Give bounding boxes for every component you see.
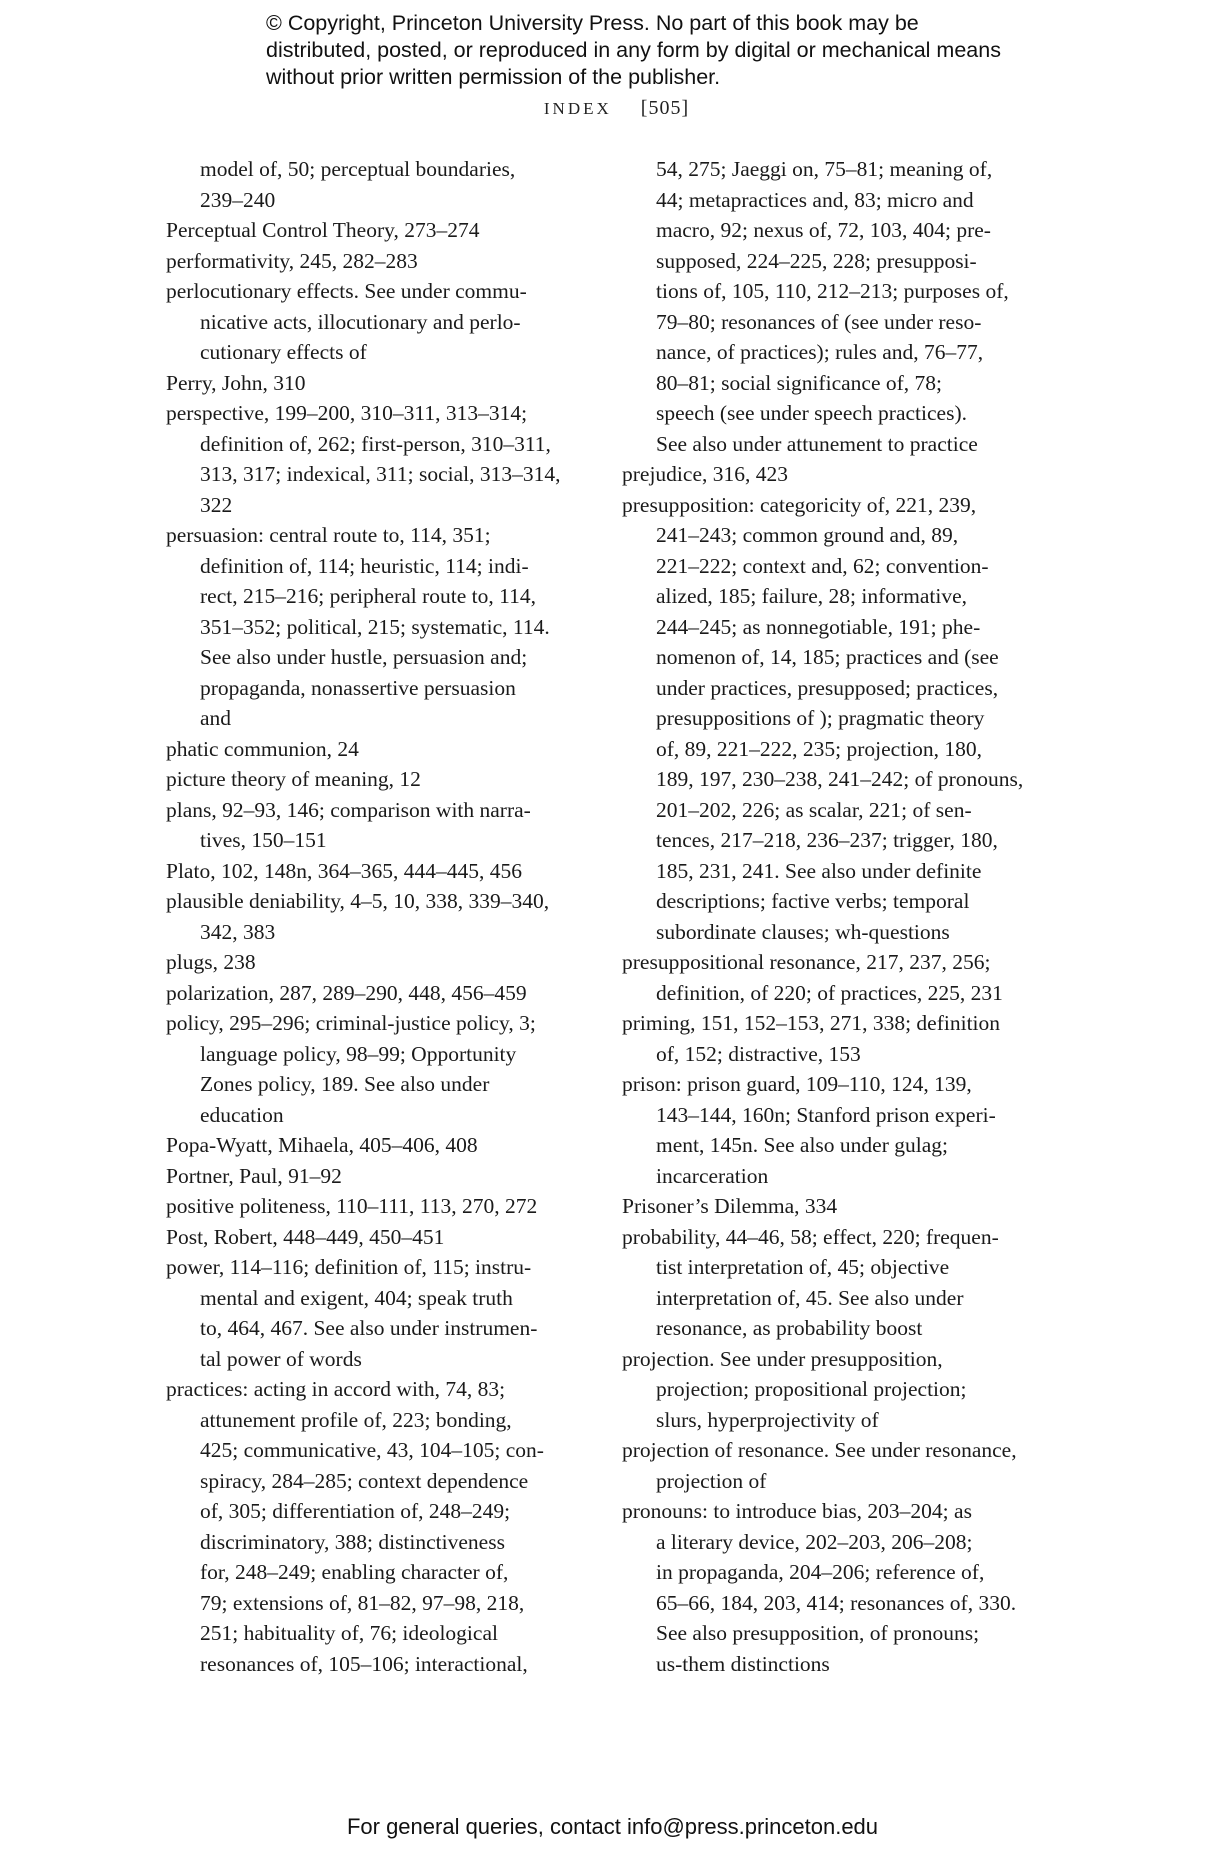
index-entry: probability, 44–46, 58; effect, 220; frequen- tist interpretation of, 45; objective interpretation of, 45. See also under resonance, as probability boost	[622, 1224, 999, 1340]
index-entry: Portner, Paul, 91–92	[166, 1163, 342, 1188]
index-entry: 54, 275; Jaeggi on, 75–81; meaning of, 44; metapractices and, 83; micro and macro, 92; nexus of, 72, 103, 404; pre- supposed, 224–225, 228; presupposi- tions of, 105, 110, 212–213; purposes of, 79–80; resonances of (see under reso- nance, of practices); rules and, 76–77, 80–81; social significance of, 78; speech (see under speech practices). See also under attunement to practice	[656, 157, 1009, 456]
index-entry: Prisoner’s Dilemma, 334	[622, 1194, 838, 1218]
index-entry: Perceptual Control Theory, 273–274	[166, 218, 480, 242]
index-entry: perlocutionary effects. See under commu- nicative acts, illocutionary and perlo- cutionary effects of	[166, 279, 527, 364]
index-entry: projection of resonance. See under resonance, projection of	[622, 1438, 1017, 1493]
index-entry: performativity, 245, 282–283	[166, 248, 418, 273]
index-entry: Plato, 102, 148n, 364–365, 444–445, 456	[166, 858, 522, 883]
running-head-label: INDEX	[543, 99, 612, 118]
index-entry: policy, 295–296; criminal-justice policy, 3; language policy, 98–99; Opportunity Zones policy, 189. See also under education	[166, 1011, 536, 1127]
index-column-left	[166, 154, 586, 1679]
index-entry: positive politeness, 110–111, 113, 270, 272	[166, 1194, 538, 1218]
index-entry: plugs, 238	[166, 950, 256, 974]
index-entry: Post, Robert, 448–449, 450–451	[166, 1224, 445, 1249]
index-entry: practices: acting in accord with, 74, 83; attunement profile of, 223; bonding, 425; communicative, 43, 104–105; con- spiracy, 284–285; context dependence of, 305; differentiation of, 248–249; discriminatory, 388; distinctiveness for, 248–249; enabling character of, 79; extensions of, 81–82, 97–98, 218, 251; habituality of, 76; ideological resonances of, 105–106; interactional,	[166, 1377, 544, 1676]
page-number: [505]	[640, 97, 690, 119]
index-entry: plausible deniability, 4–5, 10, 338, 339–340, 342, 383	[166, 889, 550, 944]
footer-contact: For general queries, contact info@press.princeton.edu	[346, 1814, 879, 1839]
index-entry: polarization, 287, 289–290, 448, 456–459	[166, 980, 527, 1005]
index-entry: power, 114–116; definition of, 115; instru- mental and exigent, 404; speak truth to, 464, 467. See also under instrumen- tal power of words	[166, 1255, 538, 1371]
index-entry: phatic communion, 24	[166, 736, 359, 761]
copyright-notice: © Copyright, Princeton University Press. No part of this book may be distributed, posted, or reproduced in any form by digital or mechanical means without prior written permission of the publisher.	[266, 11, 1001, 89]
index-entry: picture theory of meaning, 12	[166, 767, 421, 791]
index-entry: Perry, John, 310	[166, 370, 306, 395]
index-entry: plans, 92–93, 146; comparison with narra- tives, 150–151	[166, 797, 531, 852]
running-head	[0, 97, 1225, 120]
index-entry: perspective, 199–200, 310–311, 313–314; definition of, 262; first-person, 310–311, 313, 317; indexical, 311; social, 313–314, 322	[166, 401, 561, 517]
index-entry: presupposition: categoricity of, 221, 239, 241–243; common ground and, 89, 221–222; context and, 62; convention- alized, 185; failure, 28; informative, 244–245; as nonnegotiable, 191; phe- nomenon of, 14, 185; practices and (see under practices, presupposed; practices, presuppositions of ); pragmatic theory of, 89, 221–222, 235; projection, 180, 189, 197, 230–238, 241–242; of pronouns, 201–202, 226; as scalar, 221; of sen- tences, 217–218, 236–237; trigger, 180, 185, 231, 241. See also under definite descriptions; factive verbs; temporal subordinate clauses; wh-questions	[622, 492, 1024, 944]
index-entry: persuasion: central route to, 114, 351; definition of, 114; heuristic, 114; indi- rect, 215–216; peripheral route to, 114, 351–352; political, 215; systematic, 114. See also under hustle, persuasion and; propaganda, nonassertive persuasion and	[166, 523, 550, 730]
index-entry: presuppositional resonance, 217, 237, 256; definition, of 220; of practices, 225, 231	[622, 950, 1003, 1005]
index-entry: projection. See under presupposition, projection; propositional projection; slurs, hyperprojectivity of	[622, 1346, 967, 1432]
index-entry: Popa-Wyatt, Mihaela, 405–406, 408	[166, 1133, 478, 1157]
index-column-right	[622, 154, 1044, 1679]
index-entry: prison: prison guard, 109–110, 124, 139, 143–144, 160n; Stanford prison experi- ment, 145n. See also under gulag; incarceration	[622, 1072, 996, 1188]
index-entry: priming, 151, 152–153, 271, 338; definition of, 152; distractive, 153	[622, 1011, 1001, 1066]
index-entry: model of, 50; perceptual boundaries, 239–240	[200, 157, 516, 212]
index-entry: prejudice, 316, 423	[622, 462, 788, 486]
index-entry: pronouns: to introduce bias, 203–204; as a literary device, 202–203, 206–208; in propaganda, 204–206; reference of, 65–66, 184, 203, 414; resonances of, 330. See also presupposition, of pronouns; us-them distinctions	[622, 1499, 1017, 1676]
